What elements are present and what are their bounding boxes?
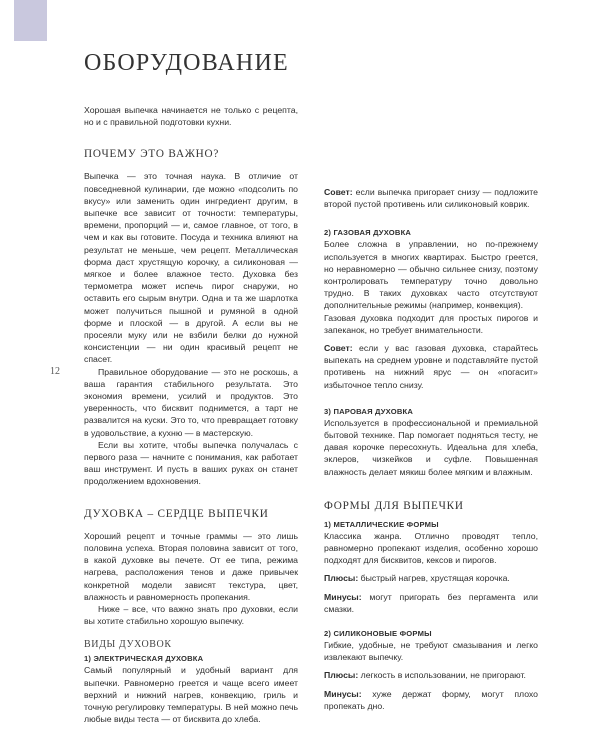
silicone-pros [324,669,538,681]
electric-advice-text: если выпечка пригорает снизу — подложите второй пустой противень или силиконовый коврик. [324,187,538,210]
metal-pros-text: быстрый нагрев, хрустящая корочка. [358,573,510,584]
metal-pros-label: Плюсы: [324,573,359,584]
gas-advice-label: Совет: [324,343,353,354]
silicone-forms-subheading: 2) СИЛИКОНОВЫЕ ФОРМЫ [324,629,432,639]
metal-forms-subheading: 1) МЕТАЛЛИЧЕСКИЕ ФОРМЫ [324,519,439,529]
gas-advice [324,342,538,391]
why-paragraph-3: Если вы хотите, чтобы выпечка получалась с первого раза — начните с понимания, как работает ваш инструмент. И пусть в ваших руках он станет продолжением вдохновения. [84,439,298,487]
page-number: 12 [50,366,60,377]
metal-cons-label: Минусы: [324,591,362,602]
chapter-title: ОБОРУДОВАНИЕ [84,50,289,76]
why-heading: ПОЧЕМУ ЭТО ВАЖНО? [84,148,220,161]
electric-advice-label: Совет: [324,187,353,197]
right-column [324,104,538,712]
gas-oven-subheading: 2) ГАЗОВАЯ ДУХОВКА [324,228,412,238]
left-column [84,104,298,725]
silicone-cons [324,688,538,712]
gas-oven-text-1: Более сложна в управлении, но по-прежнему используется в многих квартирах. Быстро греется, но неравномерно — обычно сильнее снизу, поэтому контролировать температуру точно довольно трудно. В таких духовках часто отсутствуют дополнительные режимы (например, конвекция). [324,239,538,311]
oven-heading: ДУХОВКА – СЕРДЦЕ ВЫПЕЧКИ [84,507,269,520]
silicone-pros-label: Плюсы: [324,670,359,681]
silicone-cons-label: Минусы: [324,688,362,699]
metal-forms-text: Классика жанра. Отлично проводят тепло, равномерно пропекают изделия, особенно хорошо подходят для бисквитов, кексов и пирогов. [324,530,538,566]
corner-color-block [14,0,47,41]
silicone-pros-text: легкость в использовании, не пригорают. [358,670,526,681]
why-paragraph-2: Правильное оборудование — это не роскошь, а ваша гарантия стабильного результата. Это экономия времени, усилий и продуктов. Это уверенность, что бисквит поднимется, а тарт не развалится на куски. Это то, что превращает готовку в удовольствие, а кухню — в мастерскую. [84,366,298,438]
electric-oven-subheading: 1) ЭЛЕКТРИЧЕСКАЯ ДУХОВКА [84,654,204,664]
intro-paragraph: Хорошая выпечка начинается не только с рецепта, но и с правильной подготовки кухни. [84,105,298,128]
electric-oven-text: Самый популярный и удобный вариант для выпечки. Равномерно греется и чаще всего имеет верхний и нижний нагрев, конвекцию, гриль и точную регулировку температуры. В ней можно печь любые виды теста — от бисквита до хлеба. [84,665,298,725]
oven-paragraph-1: Хороший рецепт и точные граммы — это лишь половина успеха. Вторая половина зависит от того, в какой духовке вы печете. От ее типа, режима нагрева, расположения тенов и даже привычек конкретной модели зависят текстура, цвет, влажность и равномерность пропекания. [84,530,298,602]
gas-oven-text-2: Газовая духовка подходит для простых пирогов и запеканок, но требует внимательности. [324,312,538,335]
metal-cons [324,591,538,615]
steam-oven-subheading: 3) ПАРОВАЯ ДУХОВКА [324,406,414,416]
gas-advice-text: если у вас газовая духовка, старайтесь выпекать на среднем уровне и подставляйте пустой противень на нижний ярус — он «погасит» избыточное тепло снизу. [324,343,538,390]
metal-cons-text: могут пригорать без пергамента или смазки. [324,591,538,614]
steam-oven-text: Используется в профессиональной и премиальной бытовой технике. Пар помогает подняться тесту, не давая корочке пересохнуть. Идеальна для хлеба, эклеров, чизкейков и суфле. Повышенная влажность делает мякиш более мягким и влажным. [324,417,538,477]
silicone-cons-text: хуже держат форму, могут плохо пропекать дно. [324,688,538,711]
oven-types-heading: ВИДЫ ДУХОВОК [84,639,172,651]
silicone-forms-text: Гибкие, удобные, не требуют смазывания и легко извлекают выпечку. [324,640,538,663]
electric-advice [324,186,538,210]
forms-heading: ФОРМЫ ДЛЯ ВЫПЕЧКИ [324,499,464,512]
metal-pros [324,572,538,584]
oven-paragraph-2: Ниже – все, что важно знать про духовки, если вы хотите стабильно хорошую выпечку. [84,603,298,627]
why-paragraph-1: Выпечка — это точная наука. В отличие от повседневной кулинарии, где можно «подсолить по вкусу» или заменить один ингредиент другим, в выпечке все зависит от точности: температуры, времени, пропорций — и, самое главное, от того, в чем и как вы готовите. Посуда и техника влияют на результат не меньше, чем рецепт. Металлическая форма даст хрустящую корочку, а силиконовая — мягкое и более влажное тесто. Духовка без термометра может испечь пирог снаружи, но оставить его сырым внутри. Одна и та же шарлотка может получиться пышной и румяной в одной форме и плоской — в другой. А если вы не просеяли муку или не взбили белки до нужной консистенции — ни один красивый рецепт не спасет. [84,171,298,365]
